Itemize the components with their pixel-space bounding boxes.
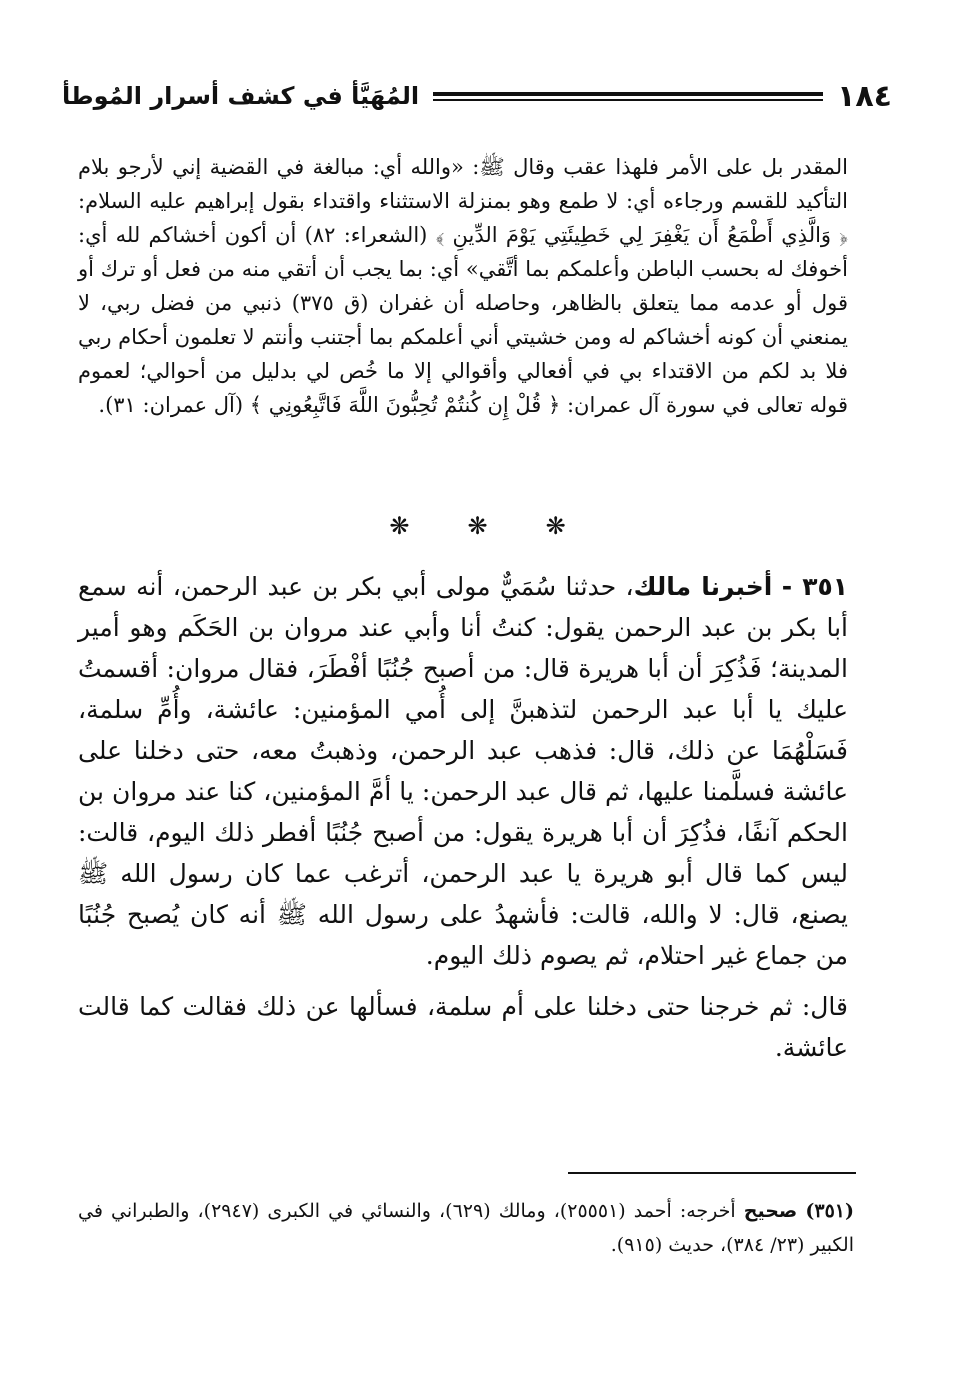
hadith-number: ٣٥١ -	[781, 572, 848, 601]
separator-star-icon: ❋	[467, 512, 488, 540]
footnote-number: (٣٥١)	[805, 1200, 854, 1222]
footnote-text: أخرجه: أحمد (٢٥٥٥١)، ومالك (٦٢٩)، والنسائي في الكبرى (٢٩٤٧)، والطبراني في الكبير (٢٣/ ٣٨٤)، حديث (٩١٥).	[78, 1200, 854, 1256]
footnote	[78, 1194, 854, 1262]
separator-star-icon: ❋	[545, 512, 566, 540]
footnote-grade: صحيح	[743, 1200, 798, 1222]
commentary-text: المقدر بل على الأمر فلهذا عقب وقال ﷺ: «والله أي: مبالغة في القضية إني لأرجو بلام التأكيد للقسم ورجاءه أي: لا طمع وهو بمنزلة الاستثناء واقتداء بقول إبراهيم عليه السلام: ﴿ وَالَّذِي أَطْمَعُ أَن يَغْفِرَ لِي خَطِيئَتِي يَوْمَ الدِّينِ ﴾ (الشعراء: ٨٢) أن أكون أخشاكم لله أي: أخوفك له بحسب الباطن وأعلمكم بما أتَّقي» أي: بما يجب أن أتقي منه من فعل أو ترك أو قول أو عدمه مما يتعلق بالظاهر، وحاصله أن غفران (ق ٣٧٥) ذنبي من فضل ربي، لا يمنعني أن كونه أخشاكم له ومن خشيتي أني أعلمكم بما أجتنب وأنتم لا تعلمون أحكام ربي فلا بد لكم من الاقتداء بي في أفعالي وأقوالي إلا ما خُص لي بدليل من أحوالي؛ لعموم قوله تعالى في سورة آل عمران: ﴿ قُلْ إِن كُنتُمْ تُحِبُّونَ اللَّهَ فَاتَّبِعُونِي ﴾ (آل عمران: ٣١).	[78, 155, 849, 417]
section-separator	[0, 512, 955, 540]
header-rule	[433, 92, 823, 101]
hadith-text: ، حدثنا سُمَيٌّ مولى أبي بكر بن عبد الرحمن، أنه سمع أبا بكر بن عبد الرحمن يقول: كنتُ أنا وأبي عند مروان بن الحَكَم وهو أمير المدينة؛ فَذُكِرَ أن أبا هريرة قال: من أصبح جُنُبًا أفْطَرَ، فقال مروان: أقسمتُ عليك يا أبا عبد الرحمن لتذهبنَّ إلى أُمي المؤمنين: عائشة، وأُمِّ سلمة، فَسَلْهُمَا عن ذلك، قال: فذهب عبد الرحمن، وذهبتُ معه، حتى دخلنا على عائشة فسلَّمنا عليها، ثم قال عبد الرحمن: يا أمَّ المؤمنين، كنا عند مروان بن الحكم آنفًا، فذُكِرَ أن أبا هريرة يقول: من أصبح جُنُبًا أفطر ذلك اليوم، قالت: ليس كما قال أبو هريرة يا عبد الرحمن، أترغب عما كان رسول الله ﷺ يصنع، قال: لا والله، قالت: فأشهدُ على رسول الله ﷺ أنه كان يُصبح جُنُبًا من جماع غير احتلام، ثم يصوم ذلك اليوم.	[78, 572, 848, 970]
hadith-paragraph-2: قال: ثم خرجنا حتى دخلنا على أم سلمة، فسألها عن ذلك فقالت كما قالت عائشة.	[78, 992, 848, 1062]
page-header	[62, 72, 892, 120]
hadith-block	[78, 566, 848, 1068]
footnote-paragraph	[78, 1194, 854, 1262]
separator-star-icon: ❋	[389, 512, 410, 540]
page-number: ١٨٤	[837, 78, 892, 114]
book-title: المُهَيَّأ في كشف أسرار المُوطأ	[62, 82, 420, 110]
commentary-block	[78, 150, 848, 422]
hadith-lead: أخبرنا مالك	[633, 572, 773, 601]
hadith-paragraph	[78, 566, 848, 976]
footnote-rule	[568, 1172, 856, 1174]
